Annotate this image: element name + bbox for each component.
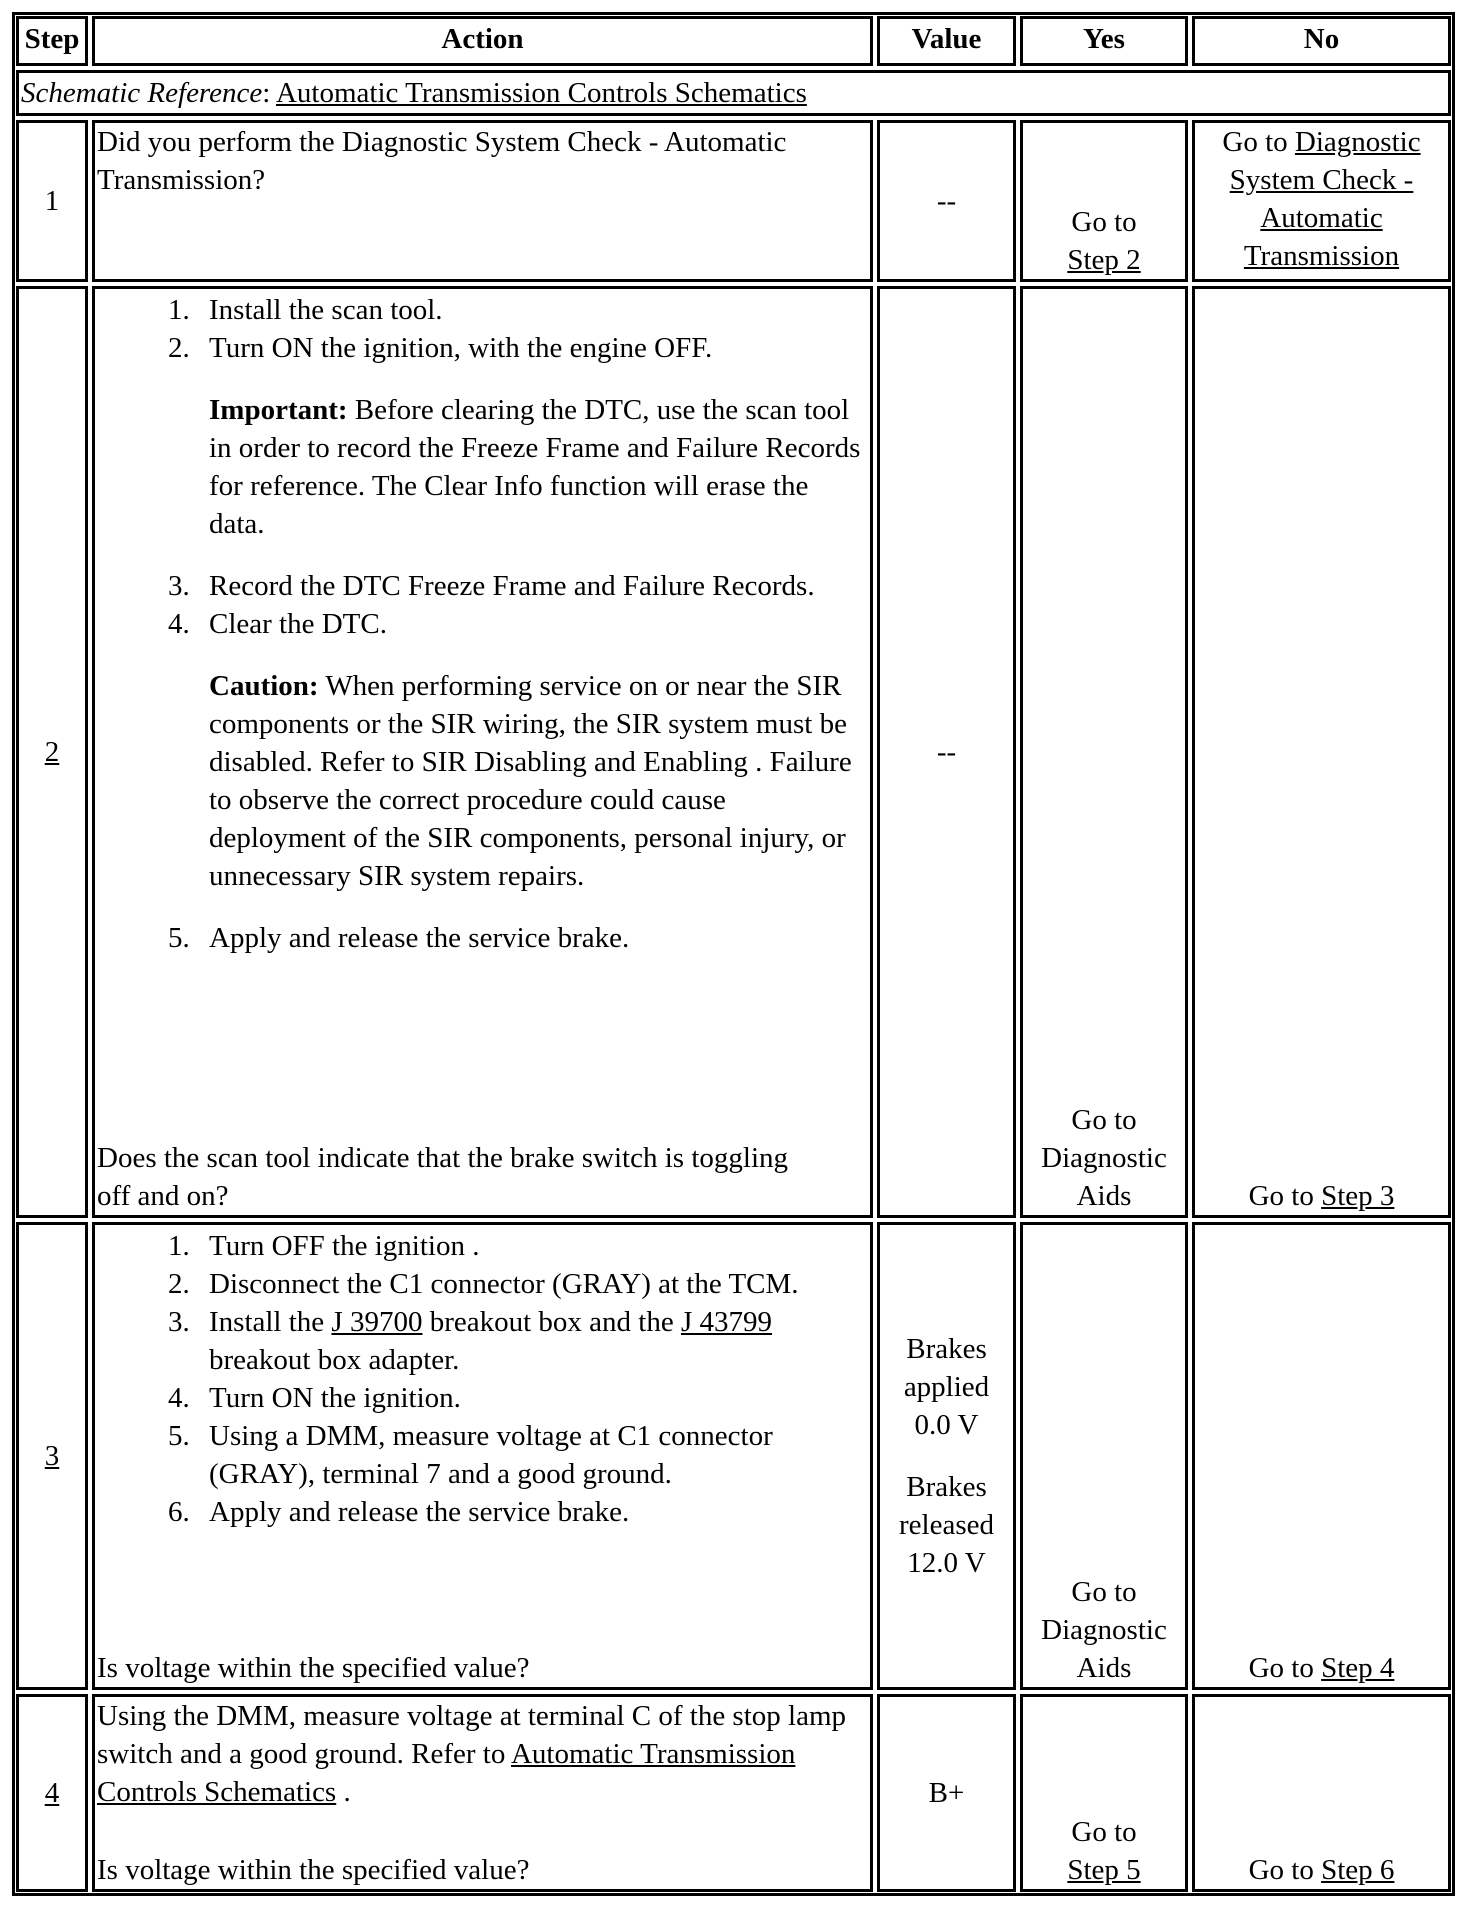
step-4-no (1192, 1694, 1451, 1892)
list-item: 1. Turn OFF the ignition . (197, 1227, 870, 1265)
step-3-yes (1020, 1222, 1188, 1690)
yes-text: Go to (1071, 206, 1137, 238)
list-item (197, 329, 870, 543)
step-2-list-c (97, 919, 870, 957)
step-2-value (877, 286, 1016, 1218)
important-label: Important: (209, 394, 348, 426)
step-3-value (877, 1222, 1016, 1690)
step-number-link[interactable]: 2 (44, 736, 60, 768)
step-2-cell (16, 286, 88, 1218)
value-brakes-released: Brakes released 12.0 V (899, 1471, 994, 1579)
text: . (336, 1776, 351, 1808)
go-to-diagnostic-aids-text: Go to Diagnostic Aids (1041, 1576, 1167, 1684)
list-item: 5. Using a DMM, measure voltage at C1 connector (GRAY), terminal 7 and a good ground. (197, 1417, 870, 1493)
caution-text: When performing service on or near the SIR components or the SIR wiring, the SIR system must be disabled. Refer to SIR Disabling and Enabling . Failure to observe the correct procedure could cause deployment of the SIR components, personal injury, or unnecessary SIR system repairs. (209, 670, 852, 892)
no-text: Go to (1248, 1854, 1314, 1886)
step-1-no (1192, 120, 1451, 282)
text: breakout box adapter. (209, 1344, 460, 1376)
step-4-yes (1020, 1694, 1188, 1892)
go-to-step-5-link[interactable]: Step 5 (1067, 1854, 1141, 1886)
step-2-question: Does the scan tool indicate that the brake switch is toggling off and on? (97, 1142, 789, 1212)
step-2-list-b (97, 567, 870, 895)
step-4-cell (16, 1694, 88, 1892)
step-number-link[interactable]: 4 (44, 1777, 60, 1809)
step-4-action (92, 1694, 873, 1892)
step-number: 1 (44, 185, 60, 217)
no-text: Go to (1248, 1180, 1314, 1212)
list-item: 4. Turn ON the ignition. (197, 1379, 870, 1417)
header-step: Step (16, 16, 88, 66)
go-to-step-2-link[interactable]: Step 2 (1067, 244, 1141, 276)
caution-note (209, 667, 870, 895)
list-item: 6. Apply and release the service brake. (197, 1493, 870, 1531)
step-1-action: Did you perform the Diagnostic System Check - Automatic Transmission? (92, 120, 873, 282)
step-2-yes (1020, 286, 1188, 1218)
step-3-question: Is voltage within the specified value? (97, 1652, 530, 1684)
header-yes: Yes (1020, 16, 1188, 66)
list-item-text: Turn ON the ignition, with the engine OFF. (209, 332, 713, 364)
step-2-action (92, 286, 873, 1218)
header-value: Value (877, 16, 1016, 66)
step-3-no (1192, 1222, 1451, 1690)
header-no: No (1192, 16, 1451, 66)
list-item: 5. Apply and release the service brake. (197, 919, 870, 957)
step-1-yes (1020, 120, 1188, 282)
yes-text: Go to (1071, 1816, 1137, 1848)
no-text: Go to (1222, 126, 1288, 158)
step-3-list (97, 1227, 870, 1531)
list-item (197, 1303, 870, 1379)
j-43799-link[interactable]: J 43799 (680, 1306, 773, 1338)
caution-label: Caution: (209, 670, 319, 702)
list-item-text: Clear the DTC. (209, 608, 387, 640)
value-text: -- (936, 185, 957, 217)
step-4-value (877, 1694, 1016, 1892)
go-to-step-6-link[interactable]: Step 6 (1321, 1854, 1395, 1886)
step-2-no (1192, 286, 1451, 1218)
important-text: Before clearing the DTC, use the scan tool in order to record the Freeze Frame and Failure Records for reference. The Clear Info function will erase the data. (209, 394, 861, 540)
step-number-link[interactable]: 3 (44, 1440, 60, 1472)
step-1-cell (16, 120, 88, 282)
value-brakes-applied: Brakes applied 0.0 V (903, 1333, 990, 1441)
step-3-action (92, 1222, 873, 1690)
list-item (197, 605, 870, 895)
step-4-question: Is voltage within the specified value? (97, 1854, 530, 1886)
step-4-text: Using the DMM, measure voltage at terminal C of the stop lamp switch and a good ground. Refer to (97, 1700, 847, 1770)
schematic-colon: : (262, 77, 271, 109)
no-text: Go to (1248, 1652, 1314, 1684)
schematic-reference-row (16, 70, 1451, 116)
automatic-transmission-controls-schematics-link[interactable]: Automatic Transmission Controls Schematics (97, 1738, 796, 1808)
step-2-list-a (97, 291, 870, 543)
header-action: Action (92, 16, 873, 66)
step-1-value (877, 120, 1016, 282)
j-39700-link[interactable]: J 39700 (331, 1306, 423, 1338)
schematic-reference-label: Schematic Reference (21, 77, 263, 109)
list-item: 1. Install the scan tool. (197, 291, 870, 329)
schematic-reference-link[interactable]: Automatic Transmission Controls Schematics (275, 77, 807, 109)
go-to-step-3-link[interactable]: Step 3 (1321, 1180, 1395, 1212)
go-to-step-4-link[interactable]: Step 4 (1321, 1652, 1395, 1684)
value-text: -- (936, 736, 957, 768)
important-note (209, 391, 870, 543)
go-to-diagnostic-aids-text: Go to Diagnostic Aids (1041, 1104, 1167, 1212)
text: Install the (209, 1306, 332, 1338)
text: breakout box and the (422, 1306, 681, 1338)
value-text: B+ (928, 1777, 965, 1809)
list-item: 2. Disconnect the C1 connector (GRAY) at the TCM. (197, 1265, 870, 1303)
diagnostic-system-check-link[interactable]: Diagnostic System Check - Automatic Transmission (1229, 126, 1421, 272)
list-item: 3. Record the DTC Freeze Frame and Failure Records. (197, 567, 870, 605)
step-3-cell (16, 1222, 88, 1690)
